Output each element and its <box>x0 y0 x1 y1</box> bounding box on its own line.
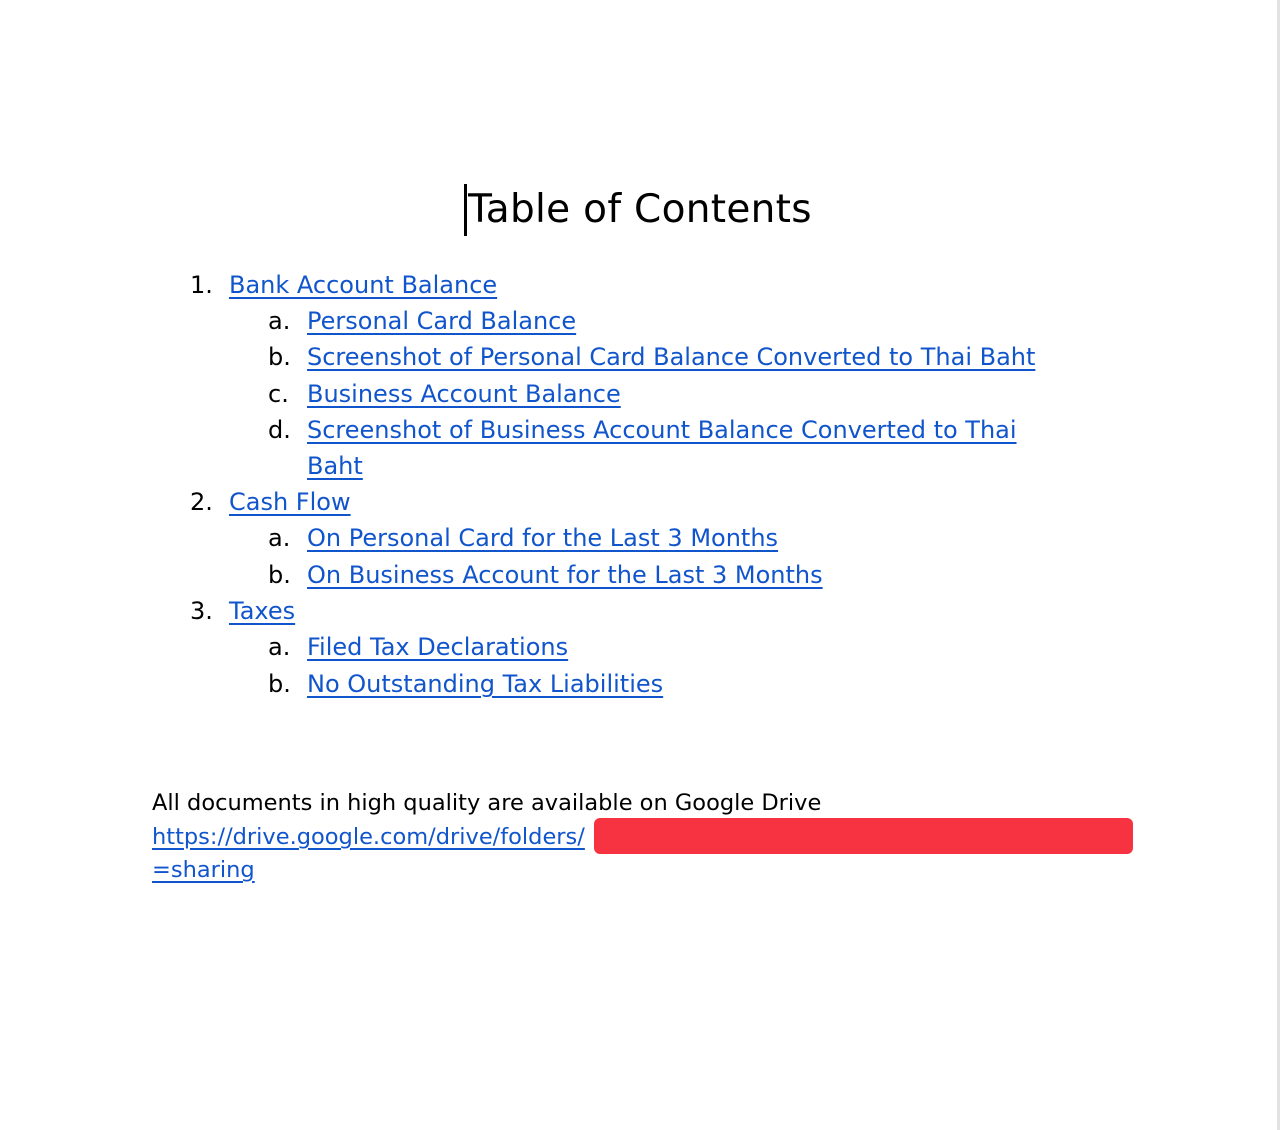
toc-letter: c. <box>268 380 289 408</box>
redaction-block <box>594 818 1133 854</box>
toc-link-no-outstanding-tax[interactable]: No Outstanding Tax Liabilities <box>307 670 664 698</box>
toc-link-business-account-3-months[interactable]: On Business Account for the Last 3 Months <box>307 561 823 589</box>
toc-letter: b. <box>268 670 291 698</box>
toc-link-business-account-thai-baht[interactable]: Screenshot of Business Account Balance Converted to Thai <box>307 416 1017 444</box>
drive-availability-note: All documents in high quality are available on Google Drive <box>152 790 822 816</box>
toc-link-personal-card-balance[interactable]: Personal Card Balance <box>307 307 577 335</box>
toc-link-taxes[interactable]: Taxes <box>229 597 296 625</box>
toc-number: 2. <box>190 488 213 516</box>
toc-link-business-account-thai-baht-cont[interactable]: Baht <box>307 452 363 480</box>
drive-link-line-1 <box>152 820 585 854</box>
toc-letter: a. <box>268 633 291 661</box>
toc-number: 3. <box>190 597 213 625</box>
toc-link-personal-card-3-months[interactable]: On Personal Card for the Last 3 Months <box>307 524 779 552</box>
document-title-text: Table of Contents <box>468 187 812 232</box>
document-title[interactable] <box>468 182 812 238</box>
google-drive-link-suffix[interactable]: =sharing <box>152 857 255 883</box>
toc-letter: b. <box>268 561 291 589</box>
toc-letter: d. <box>268 416 291 444</box>
toc-link-cash-flow[interactable]: Cash Flow <box>229 488 351 516</box>
toc-number: 1. <box>190 271 213 299</box>
drive-link-line-2 <box>152 853 255 887</box>
toc-link-filed-tax-declarations[interactable]: Filed Tax Declarations <box>307 633 569 661</box>
toc-link-business-account-balance[interactable]: Business Account Balance <box>307 380 621 408</box>
toc-letter: a. <box>268 524 291 552</box>
text-cursor <box>464 184 467 236</box>
toc-letter: a. <box>268 307 291 335</box>
toc-letter: b. <box>268 343 291 371</box>
google-drive-link[interactable]: https://drive.google.com/drive/folders/ <box>152 824 585 850</box>
toc-link-personal-card-thai-baht[interactable]: Screenshot of Personal Card Balance Converted to Thai Baht <box>307 343 1036 371</box>
toc-link-bank-account-balance[interactable]: Bank Account Balance <box>229 271 498 299</box>
title-container <box>0 182 1280 238</box>
